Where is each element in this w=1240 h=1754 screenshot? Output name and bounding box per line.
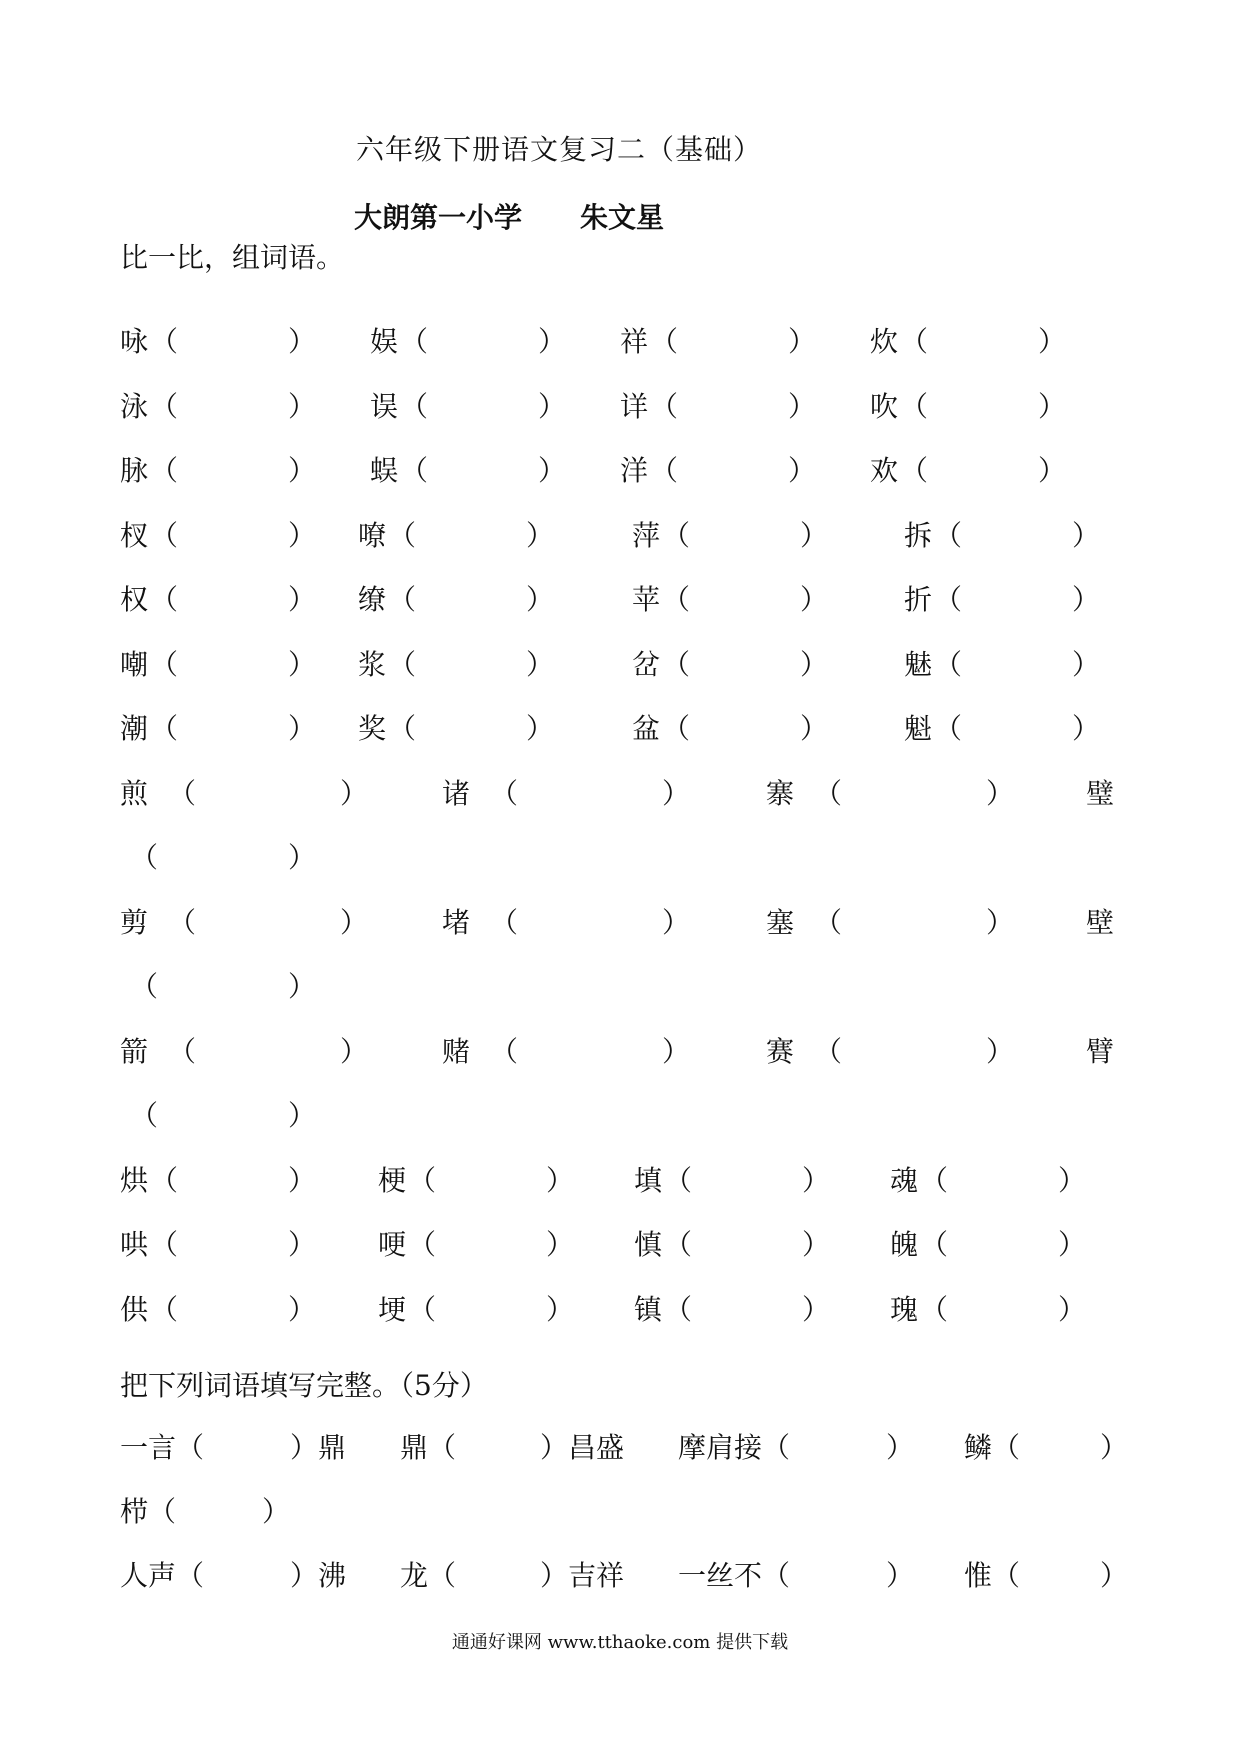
word-char: 哽 xyxy=(378,1228,407,1261)
word-char: 魅 xyxy=(904,648,933,681)
close-paren: ） xyxy=(662,1035,691,1068)
open-paren: （ xyxy=(168,777,197,810)
idiom-part: ）沸 xyxy=(290,1559,347,1592)
word-char: 脉 xyxy=(120,454,149,487)
close-paren: ） xyxy=(546,1293,575,1326)
open-paren: （ xyxy=(900,390,929,423)
word-char: 杈 xyxy=(120,519,149,552)
word-char: 魂 xyxy=(890,1164,919,1197)
close-paren: ） xyxy=(288,970,317,1003)
open-paren: （ xyxy=(150,454,179,487)
word-char: 魄 xyxy=(890,1228,919,1261)
close-paren: ） xyxy=(1038,325,1067,358)
open-paren: （ xyxy=(150,1164,179,1197)
open-paren: （ xyxy=(408,1293,437,1326)
close-paren: ） xyxy=(288,1293,317,1326)
word-char: 浆 xyxy=(358,648,387,681)
open-paren: （ xyxy=(490,777,519,810)
close-paren: ） xyxy=(1072,519,1101,552)
word-char: 吹 xyxy=(870,390,899,423)
footer-credit: 通通好课网 www.tthaoke.com 提供下载 xyxy=(451,1632,789,1653)
open-paren: （ xyxy=(400,390,429,423)
idiom-part: ） xyxy=(262,1495,291,1528)
close-paren: ） xyxy=(538,454,567,487)
word-char: 泳 xyxy=(120,390,149,423)
close-paren: ） xyxy=(802,1164,831,1197)
word-char: 蜈 xyxy=(370,454,399,487)
page-title: 六年级下册语文复习二（基础） xyxy=(356,133,763,166)
idiom-part: 龙（ xyxy=(400,1559,457,1592)
close-paren: ） xyxy=(788,325,817,358)
word-char: 哄 xyxy=(120,1228,149,1261)
open-paren: （ xyxy=(388,519,417,552)
word-char: 璧 xyxy=(1086,777,1115,810)
word-char: 瑰 xyxy=(890,1293,919,1326)
word-char: 权 xyxy=(120,583,149,616)
close-paren: ） xyxy=(288,1164,317,1197)
close-paren: ） xyxy=(340,906,369,939)
close-paren: ） xyxy=(526,648,555,681)
open-paren: （ xyxy=(664,1164,693,1197)
close-paren: ） xyxy=(800,648,829,681)
open-paren: （ xyxy=(130,841,159,874)
close-paren: ） xyxy=(986,777,1015,810)
close-paren: ） xyxy=(526,519,555,552)
word-char: 嘹 xyxy=(358,519,387,552)
open-paren: （ xyxy=(388,583,417,616)
open-paren: （ xyxy=(150,648,179,681)
open-paren: （ xyxy=(650,454,679,487)
idiom-part: ）昌盛 xyxy=(540,1431,625,1464)
open-paren: （ xyxy=(150,390,179,423)
open-paren: （ xyxy=(388,648,417,681)
open-paren: （ xyxy=(934,648,963,681)
idiom-part: ）吉祥 xyxy=(540,1559,625,1592)
open-paren: （ xyxy=(490,1035,519,1068)
close-paren: ） xyxy=(802,1228,831,1261)
open-paren: （ xyxy=(900,454,929,487)
open-paren: （ xyxy=(388,712,417,745)
word-char: 炊 xyxy=(870,325,899,358)
open-paren: （ xyxy=(130,970,159,1003)
idiom-part: 一丝不（ xyxy=(678,1559,791,1592)
word-char: 供 xyxy=(120,1293,149,1326)
close-paren: ） xyxy=(288,583,317,616)
open-paren: （ xyxy=(650,390,679,423)
open-paren: （ xyxy=(130,1099,159,1132)
close-paren: ） xyxy=(288,519,317,552)
open-paren: （ xyxy=(150,712,179,745)
close-paren: ） xyxy=(526,583,555,616)
word-char: 剪 xyxy=(120,906,149,939)
close-paren: ） xyxy=(538,325,567,358)
word-char: 镇 xyxy=(634,1293,663,1326)
close-paren: ） xyxy=(1058,1228,1087,1261)
word-char: 诸 xyxy=(442,777,471,810)
word-char: 烘 xyxy=(120,1164,149,1197)
word-char: 拆 xyxy=(904,519,933,552)
close-paren: ） xyxy=(288,1228,317,1261)
word-char: 误 xyxy=(370,390,399,423)
open-paren: （ xyxy=(814,906,843,939)
school-name: 大朗第一小学 xyxy=(354,201,523,234)
word-char: 祥 xyxy=(620,325,649,358)
close-paren: ） xyxy=(802,1293,831,1326)
close-paren: ） xyxy=(546,1164,575,1197)
close-paren: ） xyxy=(340,777,369,810)
open-paren: （ xyxy=(150,325,179,358)
word-char: 赛 xyxy=(766,1035,795,1068)
close-paren: ） xyxy=(800,712,829,745)
open-paren: （ xyxy=(900,325,929,358)
word-char: 潮 xyxy=(120,712,149,745)
open-paren: （ xyxy=(408,1164,437,1197)
word-char: 堵 xyxy=(442,906,471,939)
close-paren: ） xyxy=(800,519,829,552)
open-paren: （ xyxy=(168,906,197,939)
word-char: 嘲 xyxy=(120,648,149,681)
open-paren: （ xyxy=(400,325,429,358)
open-paren: （ xyxy=(934,583,963,616)
idiom-part: ） xyxy=(1100,1431,1129,1464)
idiom-part: ） xyxy=(886,1559,915,1592)
open-paren: （ xyxy=(150,1228,179,1261)
close-paren: ） xyxy=(288,648,317,681)
word-char: 箭 xyxy=(120,1035,149,1068)
close-paren: ） xyxy=(1072,648,1101,681)
author-line xyxy=(354,196,664,236)
open-paren: （ xyxy=(814,1035,843,1068)
idiom-part: 惟（ xyxy=(964,1559,1021,1592)
word-char: 岔 xyxy=(632,648,661,681)
idiom-part: ） xyxy=(1100,1559,1129,1592)
word-char: 奖 xyxy=(358,712,387,745)
word-char: 苹 xyxy=(632,583,661,616)
open-paren: （ xyxy=(662,519,691,552)
idiom-part: 人声（ xyxy=(120,1559,205,1592)
close-paren: ） xyxy=(526,712,555,745)
open-paren: （ xyxy=(150,583,179,616)
word-char: 详 xyxy=(620,390,649,423)
word-char: 盆 xyxy=(632,712,661,745)
word-char: 萍 xyxy=(632,519,661,552)
word-char: 寨 xyxy=(766,777,795,810)
section1-instruction: 比一比，组词语。 xyxy=(120,241,345,274)
close-paren: ） xyxy=(340,1035,369,1068)
open-paren: （ xyxy=(814,777,843,810)
close-paren: ） xyxy=(1038,454,1067,487)
open-paren: （ xyxy=(920,1293,949,1326)
close-paren: ） xyxy=(288,1099,317,1132)
close-paren: ） xyxy=(800,583,829,616)
word-char: 填 xyxy=(634,1164,663,1197)
word-char: 埂 xyxy=(378,1293,407,1326)
close-paren: ） xyxy=(1072,583,1101,616)
idiom-part: ） xyxy=(886,1431,915,1464)
close-paren: ） xyxy=(546,1228,575,1261)
open-paren: （ xyxy=(168,1035,197,1068)
idiom-part: ）鼎 xyxy=(290,1431,347,1464)
idiom-part: 摩肩接（ xyxy=(678,1431,791,1464)
word-char: 壁 xyxy=(1086,906,1115,939)
word-char: 洋 xyxy=(620,454,649,487)
open-paren: （ xyxy=(934,712,963,745)
section2-instruction: 把下列词语填写完整。（5分） xyxy=(120,1369,488,1402)
close-paren: ） xyxy=(788,390,817,423)
word-char: 臂 xyxy=(1086,1035,1115,1068)
word-char: 梗 xyxy=(378,1164,407,1197)
close-paren: ） xyxy=(662,777,691,810)
close-paren: ） xyxy=(986,906,1015,939)
word-char: 娱 xyxy=(370,325,399,358)
open-paren: （ xyxy=(490,906,519,939)
word-char: 赌 xyxy=(442,1035,471,1068)
close-paren: ） xyxy=(662,906,691,939)
word-char: 塞 xyxy=(766,906,795,939)
teacher-name: 朱文星 xyxy=(580,201,665,234)
open-paren: （ xyxy=(150,1293,179,1326)
open-paren: （ xyxy=(662,583,691,616)
close-paren: ） xyxy=(986,1035,1015,1068)
idiom-part: 栉（ xyxy=(120,1495,177,1528)
close-paren: ） xyxy=(788,454,817,487)
close-paren: ） xyxy=(1072,712,1101,745)
close-paren: ） xyxy=(288,712,317,745)
close-paren: ） xyxy=(288,841,317,874)
word-char: 缭 xyxy=(358,583,387,616)
idiom-part: 一言（ xyxy=(120,1431,205,1464)
word-char: 咏 xyxy=(120,325,149,358)
open-paren: （ xyxy=(920,1164,949,1197)
open-paren: （ xyxy=(150,519,179,552)
close-paren: ） xyxy=(1038,390,1067,423)
open-paren: （ xyxy=(650,325,679,358)
word-char: 欢 xyxy=(870,454,899,487)
word-char: 折 xyxy=(904,583,933,616)
word-char: 慎 xyxy=(634,1228,663,1261)
open-paren: （ xyxy=(662,712,691,745)
open-paren: （ xyxy=(934,519,963,552)
open-paren: （ xyxy=(662,648,691,681)
idiom-part: 鼎（ xyxy=(400,1431,457,1464)
open-paren: （ xyxy=(664,1293,693,1326)
close-paren: ） xyxy=(1058,1164,1087,1197)
open-paren: （ xyxy=(664,1228,693,1261)
close-paren: ） xyxy=(288,454,317,487)
word-char: 煎 xyxy=(120,777,149,810)
close-paren: ） xyxy=(288,325,317,358)
close-paren: ） xyxy=(1058,1293,1087,1326)
close-paren: ） xyxy=(288,390,317,423)
word-char: 魁 xyxy=(904,712,933,745)
close-paren: ） xyxy=(538,390,567,423)
open-paren: （ xyxy=(920,1228,949,1261)
open-paren: （ xyxy=(408,1228,437,1261)
idiom-part: 鳞（ xyxy=(964,1431,1021,1464)
open-paren: （ xyxy=(400,454,429,487)
